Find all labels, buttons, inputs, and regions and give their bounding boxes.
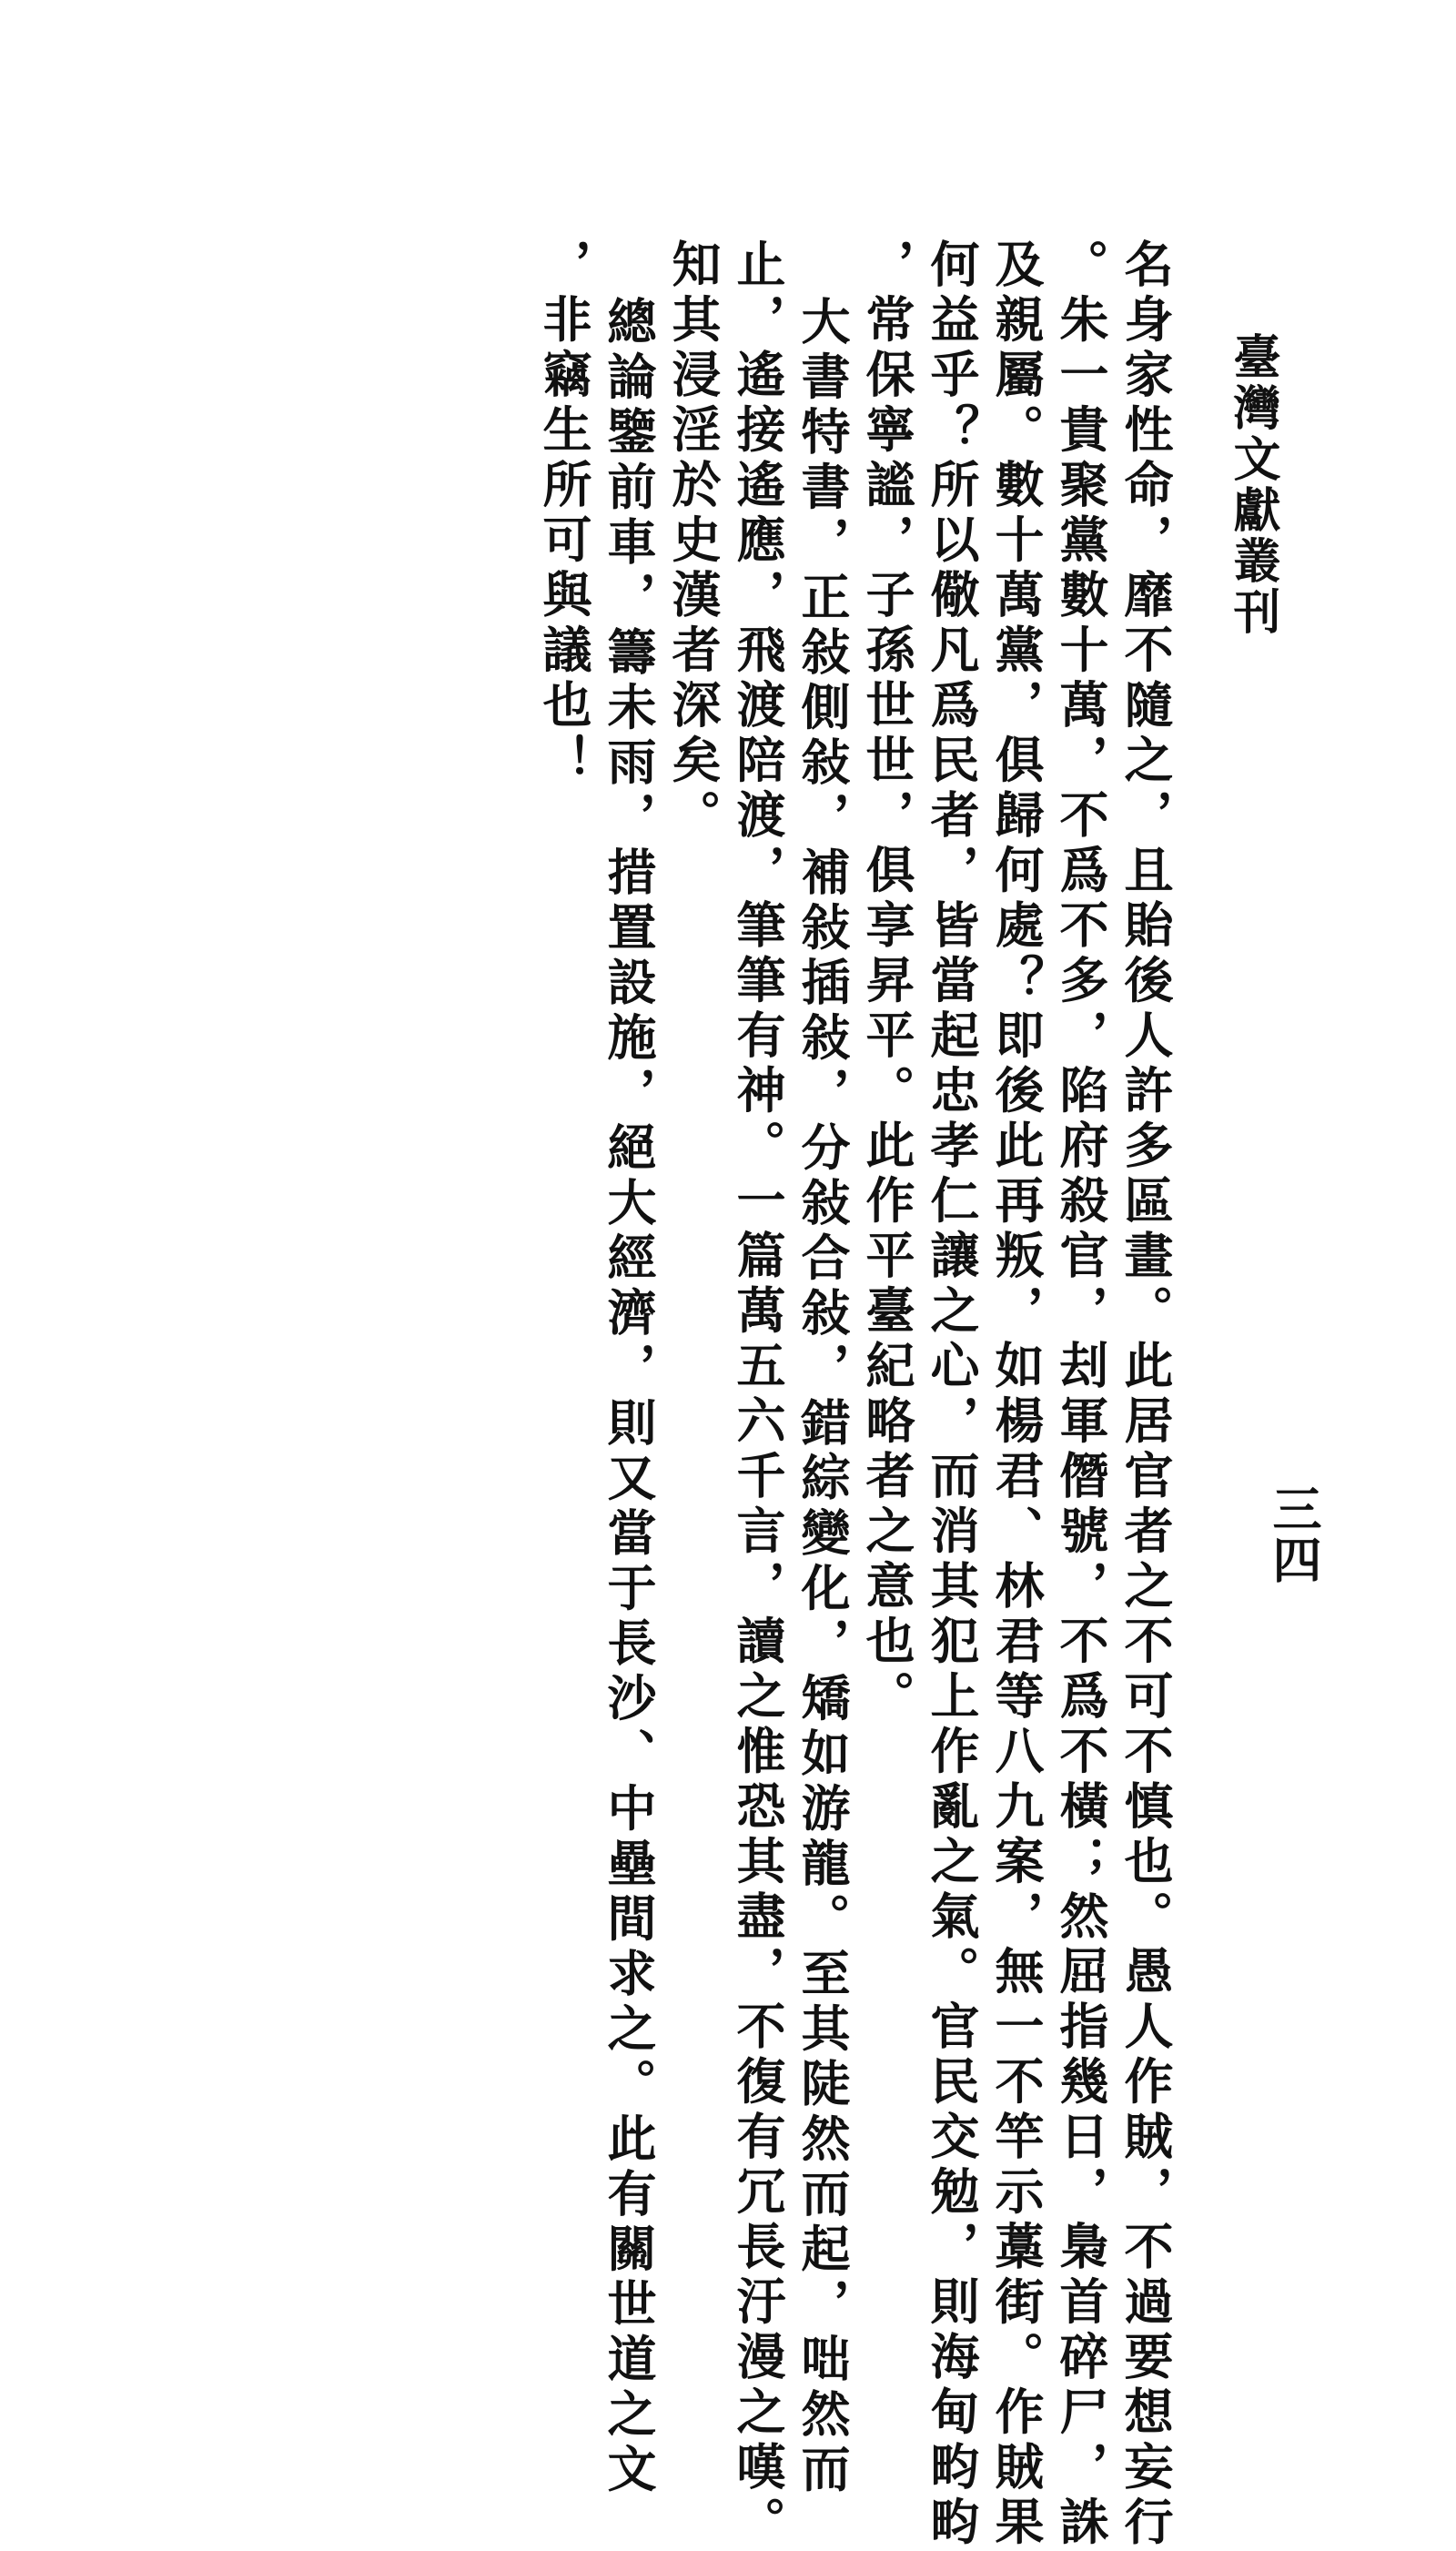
text-line: 。朱一貴聚黨數十萬，不爲不多，陷府殺官，刦軍僭號，不爲不橫；然屈指幾日，梟首碎尸，誅 <box>1052 238 1110 2551</box>
text-line: ，常保寧謐，子孫世世，俱享昇平。此作平臺紀略者之意也。 <box>858 238 916 1726</box>
text-line: 知其浸淫於史漢者深矣。 <box>664 238 723 845</box>
text-line: 及親屬。數十萬黨，俱歸何處？即後此再叛，如楊君、林君等八九案，無一不竿示藁街。作賊果 <box>987 238 1046 2551</box>
page-number: 三四 <box>1265 1483 1323 1585</box>
text-line: 名身家性命，靡不隨之，且貽後人許多區畫。此居官者之不可不慎也。愚人作賊，不過要想妄行 <box>1117 238 1175 2551</box>
text-line: ，非竊生所可與議也！ <box>535 238 593 789</box>
running-header-title: 臺灣文獻叢刊 <box>1225 332 1280 638</box>
text-line: 大書特書，正敍側敍，補敍插敍，分敍合敍，錯綜變化，矯如游龍。至其陡然而起，咄然而 <box>794 296 852 2498</box>
text-line: 止，遙接遙應，飛渡陪渡，筆筆有神。一篇萬五六千言，讀之惟恐其盡，不復有冗長汙漫之嘆。 <box>729 238 787 2551</box>
text-line: 何益乎？所以儆凡爲民者，皆當起忠孝仁讓之心，而消其犯上作亂之氣。官民交勉，則海甸畇畇 <box>923 238 981 2551</box>
text-line: 總論鑒前車，籌未雨，措置設施，絕大經濟，則又當于長沙、中壘間求之。此有關世道之文 <box>600 296 658 2498</box>
